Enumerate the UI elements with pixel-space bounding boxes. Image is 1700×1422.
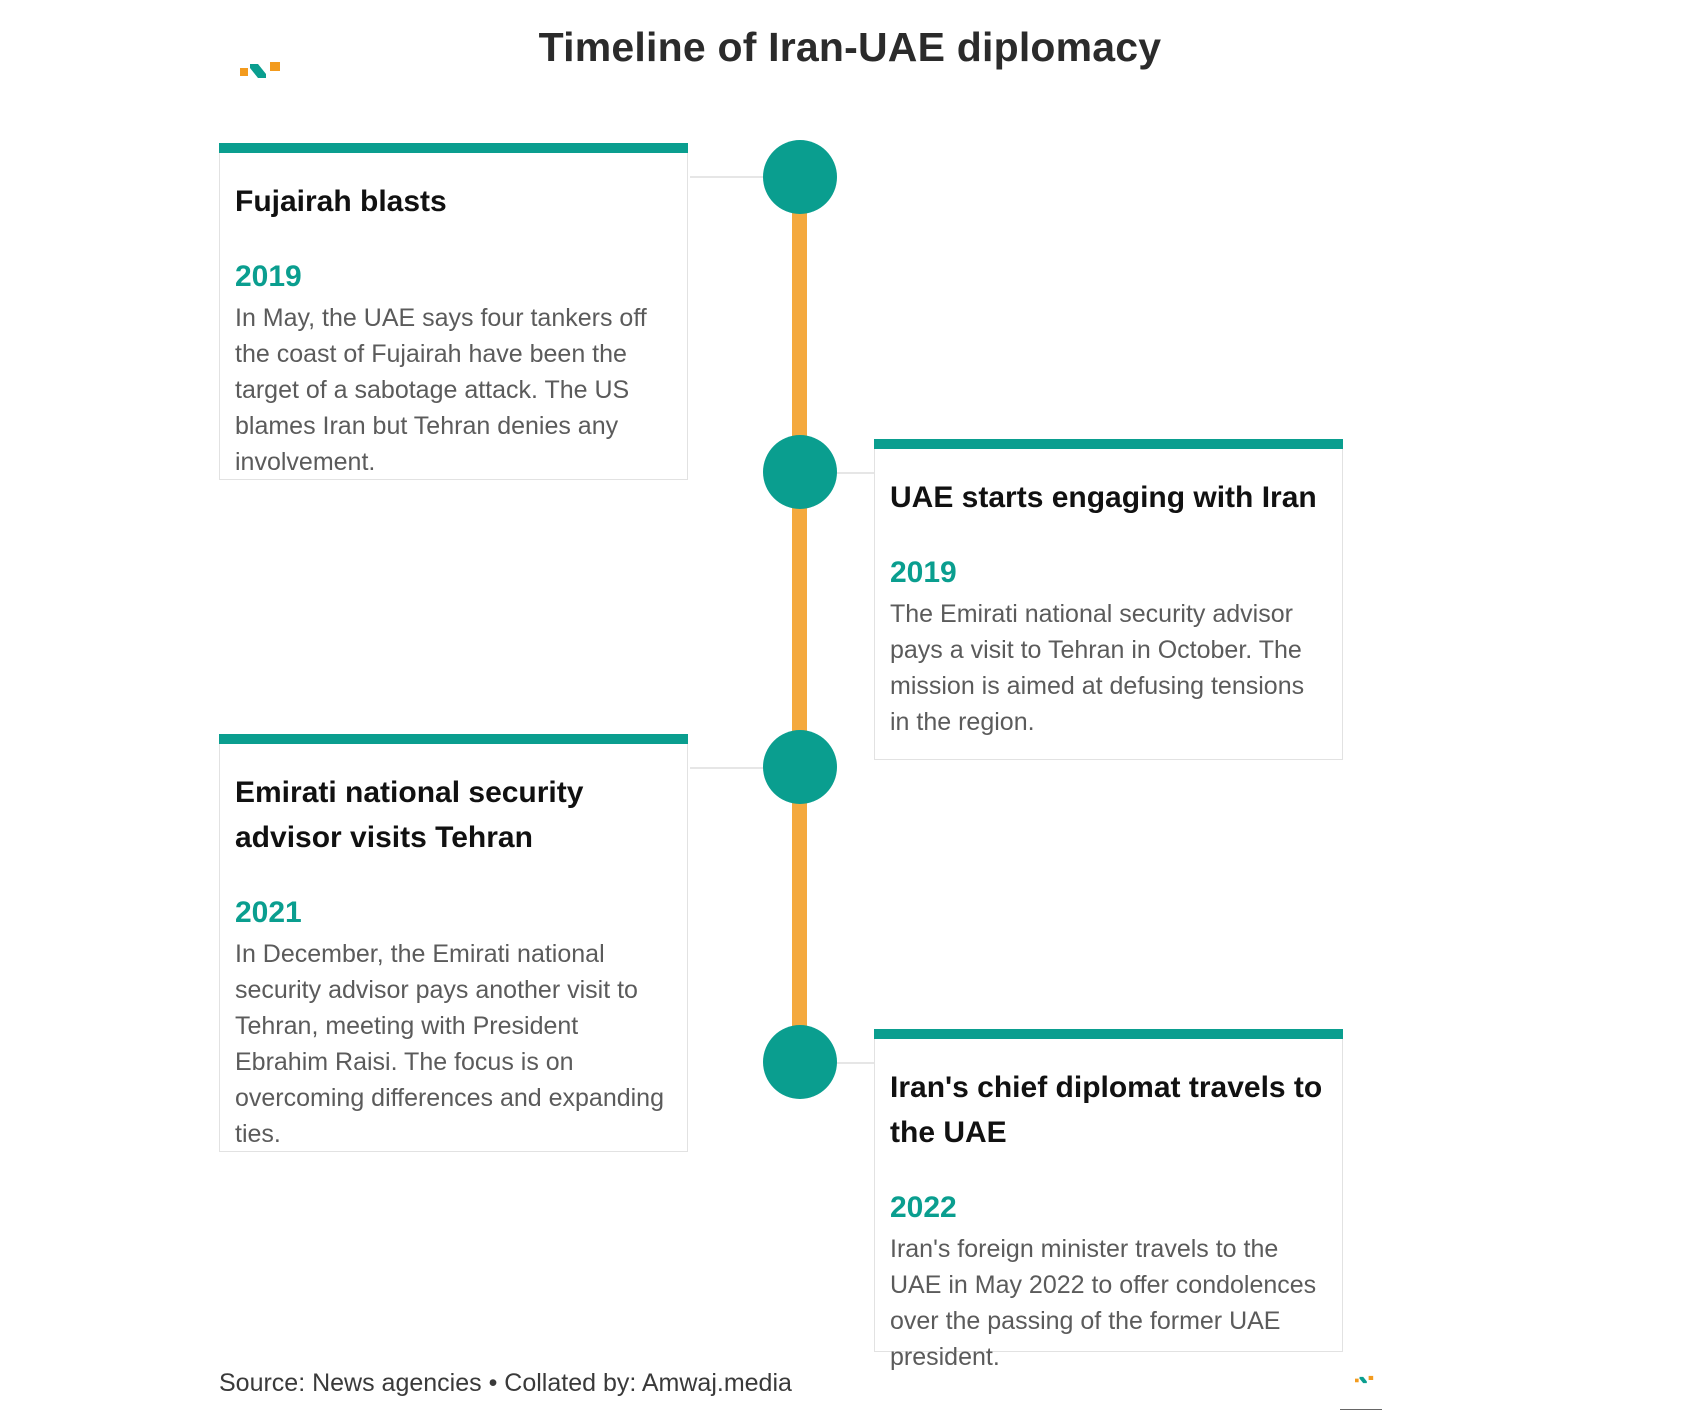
timeline-node-icon <box>763 730 837 804</box>
timeline-card <box>874 439 1343 760</box>
card-accent-bar <box>874 439 1343 449</box>
source-footer: Source: News agencies • Collated by: Amwaj.media <box>219 1369 792 1397</box>
timeline-card <box>219 143 688 480</box>
timeline-spine <box>792 176 807 1061</box>
event-heading: Iran's chief diplomat travels to the UAE <box>890 1071 1323 1149</box>
timeline-node-icon <box>763 140 837 214</box>
page-title: Timeline of Iran-UAE diplomacy <box>538 24 1162 70</box>
event-description: In December, the Emirati national security advisor pays another visit to Tehran, meeting with President Ebrahim Raisi. The focus is on overcoming differences and expanding ties. <box>235 940 664 1148</box>
timeline-node-icon <box>763 435 837 509</box>
logo-underline <box>1340 1409 1382 1410</box>
amwaj-logo-icon <box>1355 1374 1375 1386</box>
timeline-card <box>874 1029 1343 1371</box>
event-year: 2021 <box>235 896 302 929</box>
event-description: In May, the UAE says four tankers off the coast of Fujairah have been the target of a sabotage attack. The US blames Iran but Tehran denies any involvement. <box>235 304 647 476</box>
event-year: 2022 <box>890 1191 957 1224</box>
timeline-card <box>219 734 688 1152</box>
card-accent-bar <box>219 734 688 744</box>
event-description: The Emirati national security advisor pays a visit to Tehran in October. The mission is aimed at defusing tensions in the region. <box>890 600 1305 736</box>
timeline-node-icon <box>763 1025 837 1099</box>
event-heading: Emirati national security advisor visits Tehran <box>235 776 584 854</box>
event-year: 2019 <box>890 556 957 589</box>
event-heading: UAE starts engaging with Iran <box>890 481 1317 514</box>
card-accent-bar <box>874 1029 1343 1039</box>
event-year: 2019 <box>235 260 302 293</box>
event-description: Iran's foreign minister travels to the UAE in May 2022 to offer condolences over the passing of the former UAE president. <box>890 1235 1317 1371</box>
card-accent-bar <box>219 143 688 153</box>
event-heading: Fujairah blasts <box>235 185 447 218</box>
